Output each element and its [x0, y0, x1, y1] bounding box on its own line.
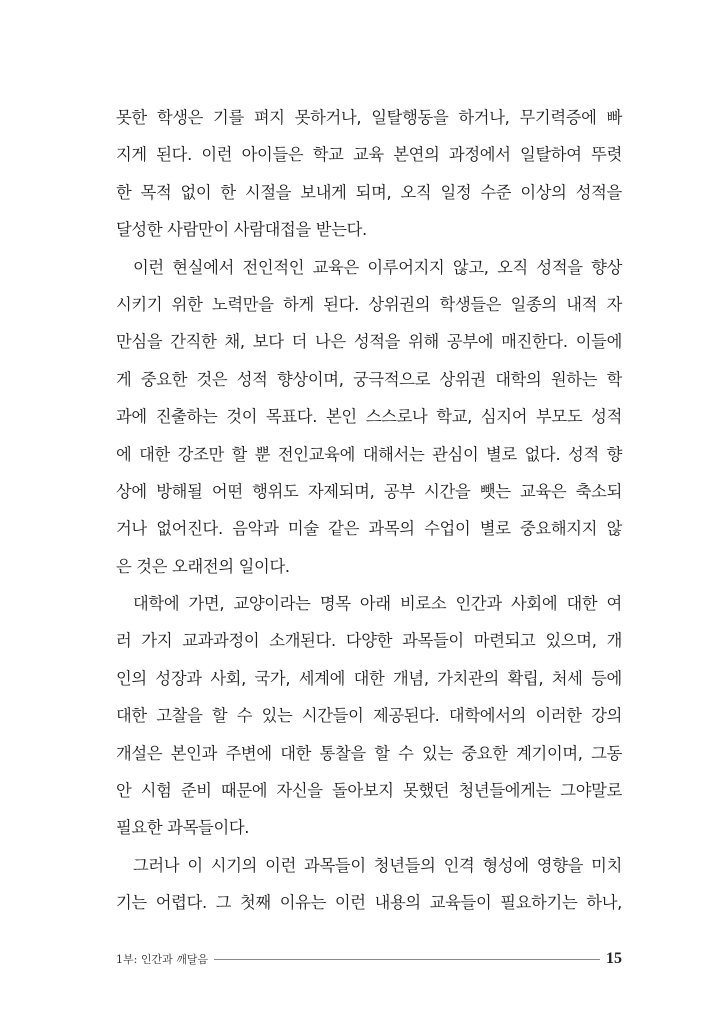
text-line: 지게 된다. 이런 아이들은 학교 교육 본연의 과정에서 일탈하여 뚜렷: [116, 145, 622, 165]
text-line: 대학에 가면, 교양이라는 명목 아래 비로소 인간과 사회에 대한 여: [133, 594, 622, 614]
text-line: 은 것은 오래전의 일이다.: [116, 556, 290, 576]
text-line: 달성한 사람만이 사람대접을 받는다.: [116, 220, 367, 240]
text-line: 못한 학생은 기를 펴지 못하거나, 일탈행동을 하거나, 무기력증에 빠: [116, 108, 622, 127]
text-line: 과에 진출하는 것이 목표다. 본인 스스로나 학교, 심지어 부모도 성적: [116, 407, 622, 427]
text-line: 기는 어렵다. 그 첫째 이유는 이런 내용의 교육들이 필요하기는 하나,: [116, 893, 622, 913]
text-line: 거나 없어진다. 음악과 미술 같은 과목의 수업이 별로 중요해지지 않: [116, 519, 622, 539]
text-line: 안 시험 준비 때문에 자신을 돌아보지 못했던 청년들에게는 그야말로: [116, 781, 622, 801]
text-line: 시키기 위한 노력만을 하게 된다. 상위권의 학생들은 일종의 내적 자: [116, 294, 622, 314]
text-line: 그러나 이 시기의 이런 과목들이 청년들의 인격 형성에 영향을 미치: [133, 855, 622, 875]
text-line: 에 대한 강조만 할 뿐 전인교육에 대해서는 관심이 별로 없다. 성적 향: [116, 444, 622, 464]
page-footer: [116, 948, 622, 970]
text-line: 대한 고찰을 할 수 있는 시간들이 제공된다. 대학에서의 이러한 강의: [116, 706, 622, 726]
body-text: [116, 99, 622, 922]
text-line: 인의 성장과 사회, 국가, 세계에 대한 개념, 가치관의 확립, 처세 등에: [116, 668, 622, 688]
text-line: 개설은 본인과 주변에 대한 통찰을 할 수 있는 중요한 계기이며, 그동: [116, 743, 622, 763]
footer-rule: [214, 959, 600, 960]
text-line: 만심을 간직한 채, 보다 더 나은 성적을 위해 공부에 매진한다. 이들에: [116, 332, 622, 352]
text-line: 게 중요한 것은 성적 향상이며, 궁극적으로 상위권 대학의 원하는 학: [116, 369, 622, 389]
page-number: 15: [606, 950, 622, 967]
chapter-title: 1부: 인간과 깨달음: [116, 953, 209, 966]
text-line: 상에 방해될 어떤 행위도 자제되며, 공부 시간을 뺏는 교육은 축소되: [116, 481, 622, 501]
text-line: 러 가지 교과과정이 소개된다. 다양한 과목들이 마련되고 있으며, 개: [116, 631, 622, 651]
text-line: 이런 현실에서 전인적인 교육은 이루어지지 않고, 오직 성적을 향상: [133, 257, 622, 277]
text-line: 한 목적 없이 한 시절을 보내게 되며, 오직 일정 수준 이상의 성적을: [116, 182, 622, 202]
text-line: 필요한 과목들이다.: [116, 818, 250, 838]
